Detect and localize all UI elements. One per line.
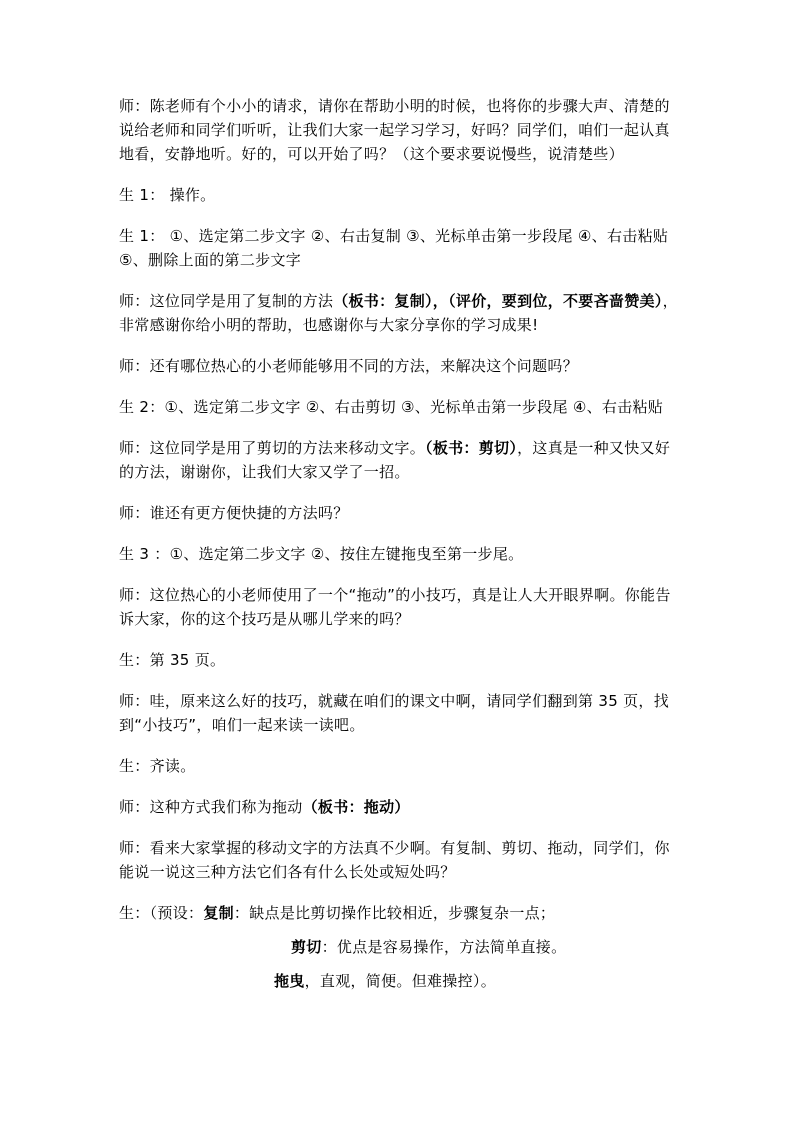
text-run: 师：谁还有更方便快捷的方法吗？	[119, 504, 349, 522]
text-run: 生 3 ：①、选定第二步文字 ②、按住左键拖曳至第一步尾。	[119, 545, 524, 563]
paragraph-16	[119, 901, 679, 925]
text-run: 师：这位热心的小老师使用了一个“拖动”的小技巧，真是让人大开眼界啊。你能告诉大家，你的这个技巧是从哪儿学来的吗？	[119, 586, 671, 628]
text-run: 师：这位同学是用了复制的方法	[119, 292, 334, 310]
bold-text: 复制	[203, 904, 234, 922]
text-run: 师：这位同学是用了剪切的方法来移动文字。	[119, 439, 426, 457]
paragraph-5	[119, 354, 679, 378]
bold-text: 剪切	[291, 938, 322, 956]
text-run: 生：第 35 页。	[119, 651, 226, 669]
paragraph-10	[119, 583, 679, 631]
text-run: ，直观，简便。但难操控）。	[304, 972, 497, 990]
text-run: ，这真是一种又快又好的方法，谢谢你，让我们大家又学了一招。	[119, 439, 671, 481]
paragraph-14	[119, 795, 679, 819]
paragraph-2	[119, 183, 679, 207]
text-run: 生 2：①、选定第二步文字 ②、右击剪切 ③、光标单击第一步段尾 ④、右击粘贴	[119, 398, 664, 416]
text-run: 生 1： ①、选定第二步文字 ②、右击复制 ③、光标单击第一步段尾 ④、右击粘贴 ⑤、删除上面的第二步文字	[119, 227, 669, 269]
paragraph-13	[119, 754, 679, 778]
text-run: 师：还有哪位热心的小老师能够用不同的方法，来解决这个问题吗？	[119, 357, 579, 375]
text-run: 师：这种方式我们称为拖动	[119, 798, 303, 816]
paragraph-9	[119, 542, 679, 566]
paragraph-17	[119, 935, 679, 959]
text-run: 生：齐读。	[119, 757, 196, 775]
paragraph-6	[119, 395, 679, 419]
bold-text: （板书：复制），（评价，要到位，不要吝啬赞美）	[333, 292, 663, 310]
bold-text: 拖曳	[274, 972, 305, 990]
paragraph-3	[119, 224, 679, 272]
bold-text: （板书：拖动）	[302, 798, 410, 816]
paragraph-11	[119, 648, 679, 672]
paragraph-4	[119, 289, 679, 337]
text-run: 师：哇，原来这么好的技巧，就藏在咱们的课文中啊，请同学们翻到第 35 页，找到“小技巧”，咱们一起来读一读吧。	[119, 692, 670, 734]
text-run: ：优点是容易操作，方法简单直接。	[321, 938, 567, 956]
bold-text: （板书：剪切）	[425, 439, 518, 457]
text-run: ：缺点是比剪切操作比较相近，步骤复杂一点；	[233, 904, 556, 922]
paragraph-12	[119, 689, 679, 737]
text-run: 师：看来大家掌握的移动文字的方法真不少啊。有复制、剪切、拖动，同学们，你能说一说这三种方法它们各有什么长处或短处吗？	[119, 839, 670, 881]
paragraph-1	[119, 94, 679, 166]
text-run: 生 1： 操作。	[119, 186, 216, 204]
paragraph-18	[119, 969, 679, 993]
text-run: 生：（预设：	[119, 904, 204, 922]
paragraph-8	[119, 501, 679, 525]
text-run: 师：陈老师有个小小的请求，请你在帮助小明的时候，也将你的步骤大声、清楚的说给老师和同学们听听，让我们大家一起学习学习，好吗？同学们，咱们一起认真地看，安静地听。好的，可以开始了吗？（这个要求要说慢些，说清楚些）	[119, 97, 670, 163]
paragraph-7	[119, 436, 679, 484]
text-run: ，非常感谢你给小明的帮助，也感谢你与大家分享你的学习成果!	[119, 292, 678, 334]
paragraph-15	[119, 836, 679, 884]
document-body	[119, 94, 679, 1010]
